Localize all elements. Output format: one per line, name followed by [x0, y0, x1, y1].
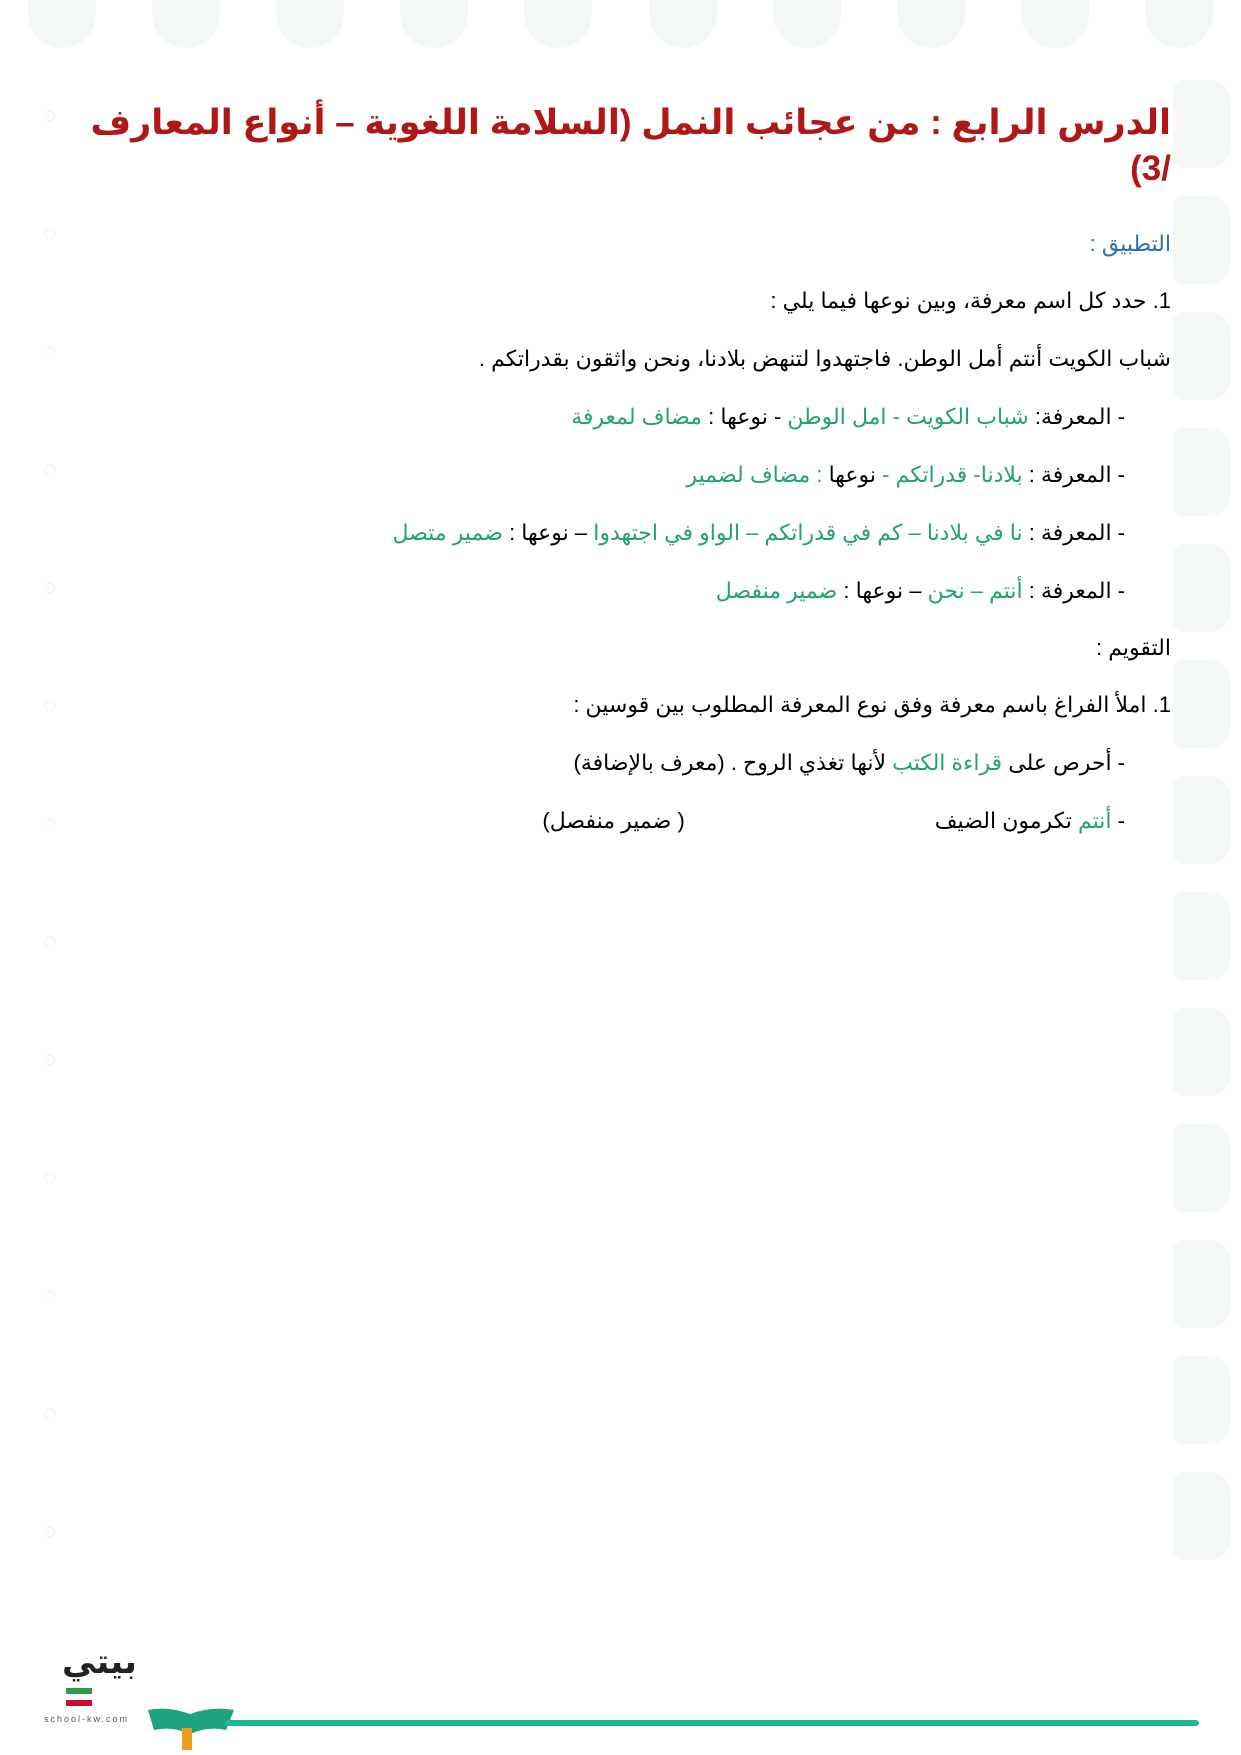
evaluation-heading: التقويم :	[1096, 635, 1171, 660]
question-text: حدد كل اسم معرفة، وبين نوعها فيما يلي :	[770, 288, 1147, 313]
item-before: -	[1111, 808, 1125, 833]
evaluation-item	[81, 748, 1171, 778]
book-icon	[146, 1704, 236, 1752]
answer-type: ضمير متصل	[392, 520, 503, 545]
answer-lead: - المعرفة :	[1022, 520, 1125, 545]
evaluation-item	[81, 806, 1171, 836]
question-text: املأ الفراغ باسم معرفة وفق نوع المعرفة المطلوب بين قوسين :	[573, 692, 1147, 717]
answer-value: نا في بلادنا – كم في قدراتكم – الواو في اجتهدوا	[593, 520, 1023, 545]
answer-mid: – نوعها :	[502, 520, 594, 545]
item-after: تكرمون الضيف	[934, 808, 1079, 833]
item-answer: أنتم	[1078, 808, 1112, 833]
question-number: 1.	[1152, 692, 1171, 717]
answer-line	[81, 576, 1171, 606]
site-url: school-kw.com	[44, 1714, 130, 1724]
answer-mid: نوعها	[822, 462, 877, 487]
passage-text: شباب الكويت أنتم أمل الوطن. فاجتهدوا لتنهض بلادنا، ونحن واثقون بقدراتكم .	[478, 346, 1171, 371]
item-hint: ( ضمير منفصل)	[542, 808, 685, 833]
question-number: 1.	[1152, 288, 1171, 313]
answer-type: مضاف لمعرفة	[571, 404, 703, 429]
logo-text: بيتي	[62, 1642, 137, 1682]
answer-value: بلادنا- قدراتكم -	[876, 462, 1023, 487]
site-logo	[24, 1642, 214, 1752]
page-title: الدرس الرابع : من عجائب النمل (السلامة اللغوية – أنواع المعارف /3)	[90, 103, 1171, 188]
answer-mid: - نوعها :	[702, 404, 788, 429]
answer-lead: - المعرفة:	[1034, 404, 1125, 429]
item-before: - أحرص على	[1002, 750, 1125, 775]
item-answer: قراءة الكتب	[892, 750, 1003, 775]
answer-line	[81, 402, 1171, 432]
answer-lead: - المعرفة :	[1022, 462, 1125, 487]
application-question	[81, 286, 1171, 316]
evaluation-question	[81, 690, 1171, 720]
answer-type: : مضاف لضمير	[686, 462, 823, 487]
watermark-top	[0, 0, 1241, 60]
watermark-right	[1173, 80, 1235, 1560]
item-after: لأنها تغذي الروح . (معرف بالإضافة)	[573, 750, 893, 775]
answer-line	[81, 460, 1171, 490]
answer-value: شباب الكويت - امل الوطن	[787, 404, 1035, 429]
answer-value: أنتم – نحن	[927, 578, 1023, 603]
watermark-left: ◦ ◦ ◦ ◦ ◦ ◦ ◦ ◦ ◦ ◦ ◦ ◦ ◦	[40, 100, 60, 1551]
application-heading: التطبيق :	[1089, 231, 1171, 256]
answer-line	[81, 518, 1171, 548]
kuwait-flag-icon	[66, 1688, 92, 1706]
answer-mid: – نوعها :	[837, 578, 928, 603]
document-body	[81, 100, 1171, 864]
footer-divider	[225, 1720, 1199, 1726]
answer-type: ضمير منفصل	[715, 578, 838, 603]
answer-lead: - المعرفة :	[1022, 578, 1125, 603]
